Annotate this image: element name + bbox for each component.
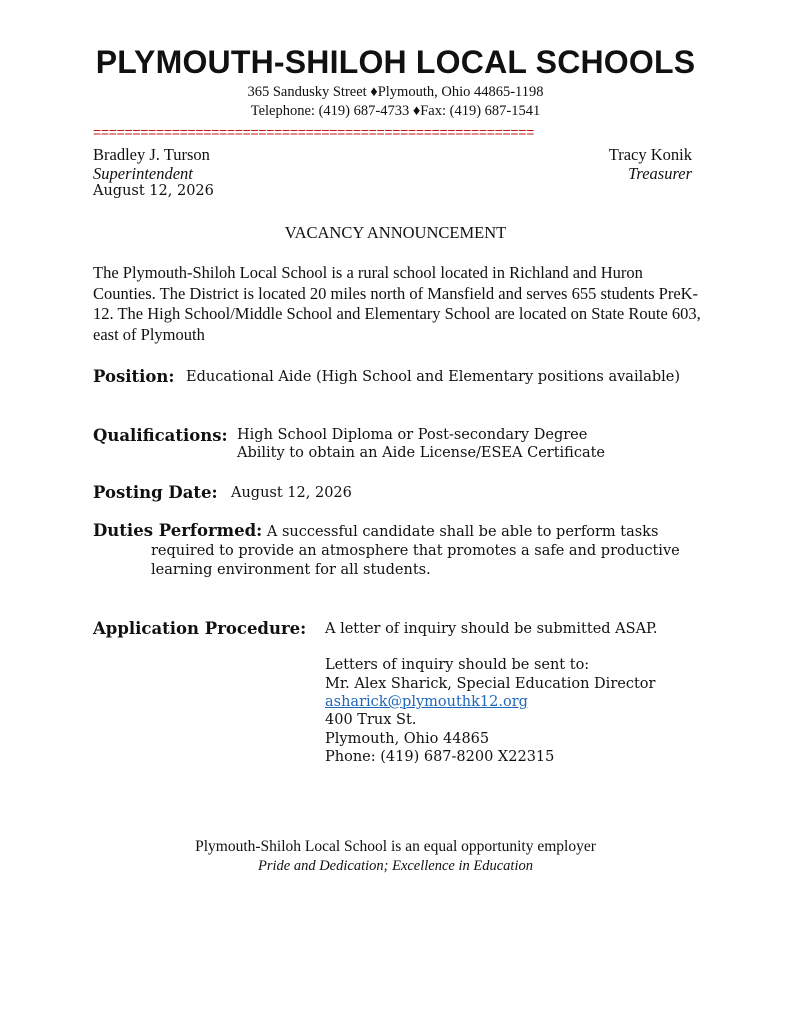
school-motto: Pride and Dedication; Excellence in Education (257, 858, 533, 874)
contact-email-link[interactable]: asharick@plymouthk12.org (325, 694, 528, 710)
contact-city: Plymouth, Ohio 44865 (325, 731, 490, 747)
duties-first-line: A successful candidate shall be able to perform tasks (266, 524, 659, 540)
letter-date: August 12, 2026 (93, 183, 214, 199)
application-value: A letter of inquiry should be submitted ASAP. (325, 621, 658, 637)
superintendent-title: Superintendent (93, 164, 193, 183)
qualification-diploma: High School Diploma or Post-secondary Degree (237, 427, 588, 443)
treasurer-title: Treasurer (628, 164, 692, 183)
duties-continued: required to provide an atmosphere that promotes a safe and productive learning environment for all students. (151, 543, 680, 578)
superintendent-name: Bradley J. Turson (93, 145, 210, 164)
position-label: Position: (93, 367, 175, 386)
contact-street: 400 Trux St. (325, 712, 417, 728)
application-sent-to: Letters of inquiry should be sent to: (325, 657, 590, 673)
eeo-statement: Plymouth-Shiloh Local School is an equal opportunity employer (195, 838, 596, 855)
letterhead-address: 365 Sandusky Street ♦Plymouth, Ohio 44865-1198 (247, 84, 544, 100)
treasurer-name: Tracy Konik (608, 145, 692, 164)
contact-phone: Phone: (419) 687-8200 X22315 (325, 749, 555, 765)
qualifications-label: Qualifications: (93, 426, 228, 445)
contact-name: Mr. Alex Sharick, Special Education Director (325, 676, 656, 692)
intro-paragraph: The Plymouth-Shiloh Local School is a rural school located in Richland and Huron Counties. The District is located 20 miles north of Mansfield and serves 655 students PreK-12. The High School/Middle School and Elementary School are located on State Route 603, east of Plymouth (93, 263, 701, 344)
posting-date-label: Posting Date: (93, 483, 218, 502)
announcement-heading: VACANCY ANNOUNCEMENT (284, 223, 507, 242)
posting-date-value: August 12, 2026 (231, 485, 352, 501)
letterhead-contact: Telephone: (419) 687-4733 ♦Fax: (419) 687-1541 (250, 103, 541, 119)
duties-line: Duties Performed: A successful candidate shall be able to perform tasks (93, 521, 659, 540)
qualification-license: Ability to obtain an Aide License/ESEA Certificate (237, 445, 606, 461)
letterhead-divider: ======================================================== (93, 124, 535, 140)
duties-label: Duties Performed (93, 521, 257, 540)
position-value: Educational Aide (High School and Elementary positions available) (186, 369, 681, 385)
application-label: Application Procedure: (93, 619, 307, 638)
letterhead-title: PLYMOUTH-SHILOH LOCAL SCHOOLS (95, 44, 696, 80)
